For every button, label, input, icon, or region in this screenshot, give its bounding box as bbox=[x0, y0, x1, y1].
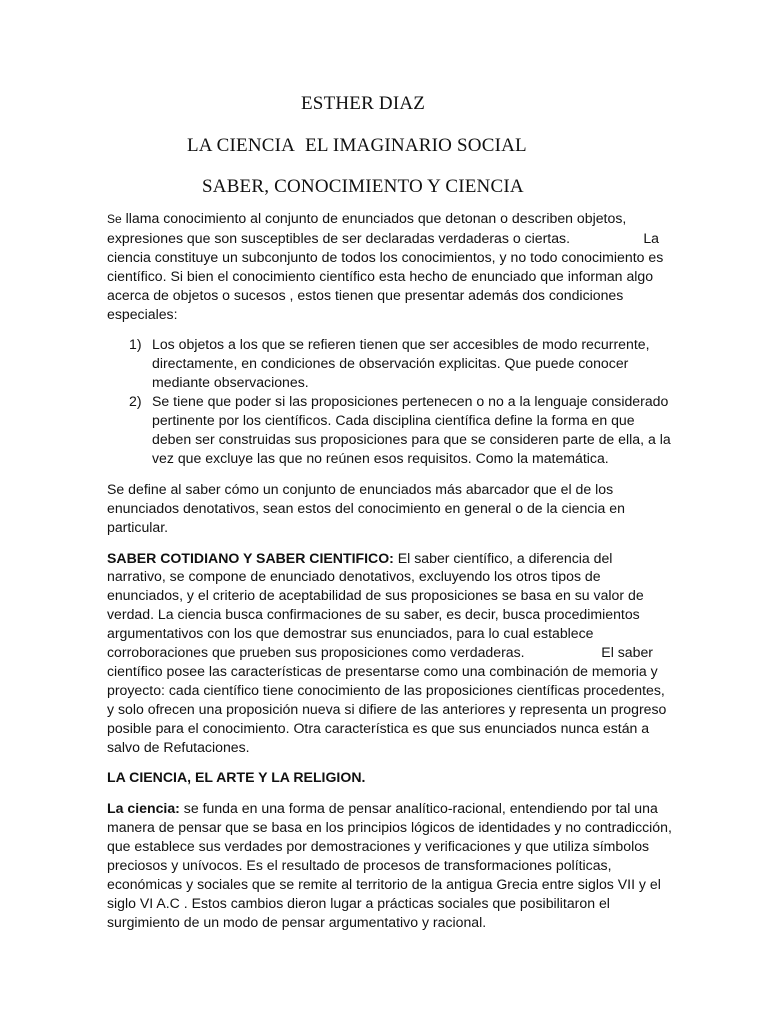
document-title-part-2: EL IMAGINARIO SOCIAL bbox=[305, 135, 527, 156]
list-item bbox=[107, 335, 661, 392]
ciencia-line: económicas y sociales que se remite al territorio de la antigua Grecia entre siglos VII y el bbox=[107, 876, 661, 892]
cotidiano-line: científico posee las características de presentarse como una combinación de memoria y bbox=[107, 662, 658, 679]
intro-line-3: ciencia constituye un subconjunto de todos los conocimientos, y no todo conocimiento es bbox=[107, 248, 664, 265]
intro-paragraph bbox=[107, 209, 664, 323]
list-item-line: mediante observaciones. bbox=[152, 374, 309, 391]
saber-definition-line: particular. bbox=[107, 518, 169, 535]
intro-line-6: especiales: bbox=[107, 305, 178, 322]
intro-first-word: Se bbox=[107, 212, 122, 226]
cotidiano-line: argumentativos con los que demostrar sus enunciados, para lo cual establece bbox=[107, 625, 594, 642]
cotidiano-heading: SABER COTIDIANO Y SABER CIENTIFICO: bbox=[107, 549, 394, 566]
cotidiano-line: y solo ofrecen una proposición nueva si difiere de las anteriores y representa un progreso bbox=[107, 700, 667, 717]
author-name: ESTHER DIAZ bbox=[301, 93, 426, 114]
cotidiano-line: posible para el conocimiento. Otra característica es que sus enunciados nunca están a bbox=[107, 719, 650, 736]
ciencia-line: surgimiento de un modo de pensar argumentativo y racional. bbox=[107, 913, 487, 930]
intro-line-2-tail: La bbox=[643, 229, 659, 246]
cotidiano-line: narrativo, se compone de enunciado denotativos, excluyendo los otros tipos de bbox=[107, 568, 601, 585]
saber-definition-line: enunciados denotativos, sean estos del conocimiento en general o de la ciencia en bbox=[107, 499, 625, 516]
cotidiano-line-text: corroboraciones que prueben sus proposiciones como verdaderas. bbox=[107, 644, 525, 661]
ciencia-line: que establece sus verdades por demostraciones y verificaciones y que utiliza símbolos bbox=[107, 838, 650, 855]
intro-line-4: científico. Si bien el conocimiento científico esta hecho de enunciado que informan algo bbox=[107, 267, 654, 284]
list-item-line: Los objetos a los que se refieren tienen que ser accesibles de modo recurrente, bbox=[152, 336, 650, 353]
cotidiano-line: proyecto: cada científico tiene conocimiento de las proposiciones científicas procedentes, bbox=[107, 681, 665, 698]
document-title-part-1: LA CIENCIA bbox=[187, 135, 296, 156]
ciencia-line: preciosos y unívocos. Es el resultado de procesos de transformaciones políticas, bbox=[107, 857, 612, 874]
section-title: SABER, CONOCIMIENTO Y CIENCIA bbox=[202, 176, 524, 197]
saber-definition-line: Se define al saber cómo un conjunto de enunciados más abarcador que el de los bbox=[107, 480, 614, 497]
intro-line-1 bbox=[107, 209, 661, 229]
intro-line-1-text: llama conocimiento al conjunto de enunciados que detonan o describen objetos, bbox=[121, 210, 627, 226]
cotidiano-line-1-text: El saber científico, a diferencia del bbox=[393, 549, 613, 566]
conditions-list bbox=[107, 335, 671, 467]
list-item bbox=[107, 392, 671, 468]
cotidiano-line-tail: El saber bbox=[601, 644, 653, 661]
document-title bbox=[187, 136, 527, 155]
cotidiano-line-1 bbox=[107, 549, 661, 568]
list-item-line: directamente, en condiciones de observación explicitas. Que puede conocer bbox=[152, 355, 629, 372]
ciencia-line-1 bbox=[107, 799, 661, 818]
saber-definition-paragraph bbox=[107, 480, 661, 537]
ciencia-arte-religion-heading: LA CIENCIA, EL ARTE Y LA RELIGION. bbox=[107, 769, 366, 786]
la-ciencia-paragraph bbox=[107, 799, 672, 931]
list-item-line: deben ser construidas sus proposiciones para que se consideren parte de ella, a la bbox=[152, 430, 671, 447]
cotidiano-line: salvo de Refutaciones. bbox=[107, 738, 250, 755]
list-item-number: 1) bbox=[129, 336, 142, 353]
cotidiano-line: enunciados, y el criterio de aceptabilidad de sus proposiciones se basa en su valor de bbox=[107, 587, 644, 604]
cotidiano-line: verdad. La ciencia busca confirmaciones de su saber, es decir, busca procedimientos bbox=[107, 606, 640, 623]
list-item-line: pertinente por los científicos. Cada disciplina científica define la forma en que bbox=[152, 412, 635, 429]
intro-line-5: acerca de objetos o sucesos , estos tienen que presentar además dos condiciones bbox=[107, 286, 624, 303]
ciencia-line-1-text: se funda en una forma de pensar analítico-racional, entendiendo por tal una bbox=[179, 800, 658, 817]
document-body bbox=[107, 209, 672, 944]
ciencia-line: manera de pensar que se basa en los principios lógicos de identidades y no contradicción, bbox=[107, 819, 672, 836]
list-item-line: Se tiene que poder si las proposiciones pertenecen o no a la lenguaje considerado bbox=[152, 393, 669, 410]
ciencia-label: La ciencia: bbox=[107, 800, 180, 817]
intro-line-2 bbox=[107, 229, 661, 248]
cotidiano-line bbox=[107, 643, 661, 662]
intro-line-2-text: expresiones que son susceptibles de ser declaradas verdaderas o ciertas. bbox=[107, 229, 571, 246]
ciencia-line: siglo VI A.C . Estos cambios dieron lugar a prácticas sociales que posibilitaron el bbox=[107, 894, 610, 911]
list-item-line: vez que excluye las que no reúnen esos requisitos. Como la matemática. bbox=[152, 449, 609, 466]
list-item-number: 2) bbox=[129, 393, 142, 410]
saber-cotidiano-paragraph bbox=[107, 549, 667, 757]
